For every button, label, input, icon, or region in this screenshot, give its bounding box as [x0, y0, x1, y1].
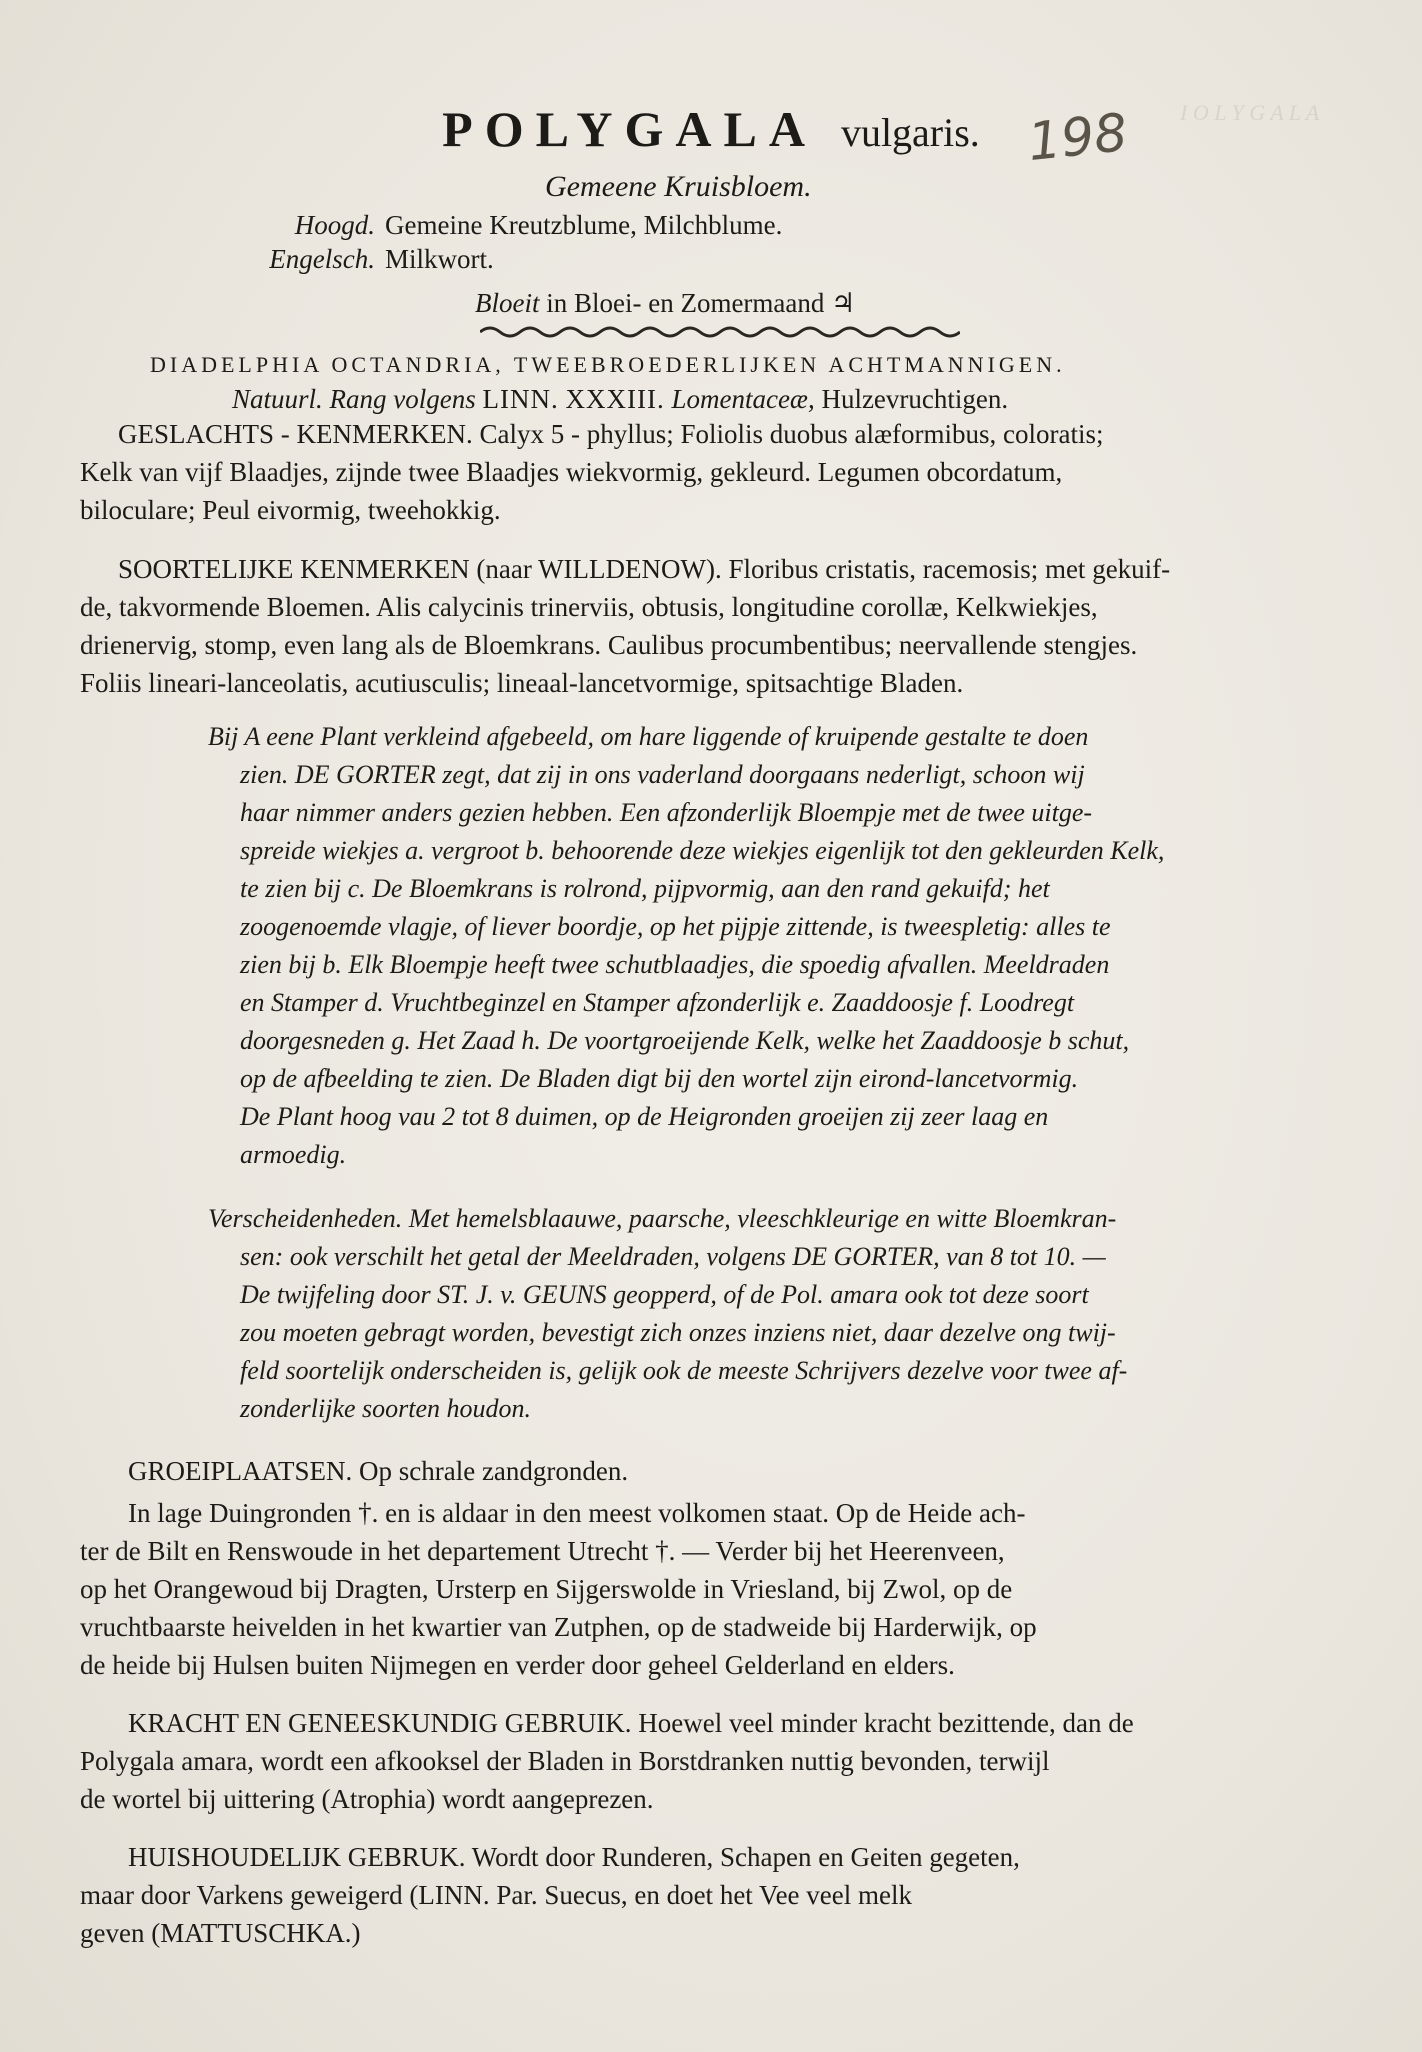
text-line: de heide bij Hulsen buiten Nijmegen en verder door geheel Gelderland en elders.: [80, 1650, 955, 1680]
vernacular-name: Milkwort.: [385, 244, 494, 274]
text-line: sen: ook verschilt het getal der Meeldraden, volgens DE GORTER, van 8 tot 10. —: [240, 1242, 1106, 1271]
linnaean-class: DIADELPHIA OCTANDRIA, TWEEBROEDERLIJKEN ACHTMANNIGEN.: [150, 352, 1066, 377]
text-line: zoogenoemde vlagje, of liever boordje, op het pijpje zittende, is tweespletig: alles te: [240, 912, 1111, 941]
page-number: 198: [1025, 102, 1131, 174]
text-line: drienervig, stomp, even lang als de Bloemkrans. Caulibus procumbentibus; neervallende stengjes.: [80, 630, 1138, 660]
text-line: spreide wiekjes a. vergroot b. behoorende deze wiekjes eigenlijk tot den gekleurden Kelk,: [240, 836, 1165, 865]
decorative-rule: [480, 325, 960, 339]
text-line: Bij A eene Plant verkleind afgebeeld, om hare liggende of kruipende gestalte te doen: [208, 722, 1089, 751]
text-line: de wortel bij uittering (Atrophia) wordt aangeprezen.: [80, 1784, 654, 1814]
text-line: op het Orangewoud bij Dragten, Ursterp en Sijgerswolde in Vriesland, bij Zwol, op de: [80, 1574, 1013, 1604]
text-line: De twijfeling door ST. J. v. GEUNS geopperd, of de Pol. amara ook tot deze soort: [240, 1280, 1089, 1309]
text-line: KRACHT EN GENEESKUNDIG GEBRUIK. Hoewel veel minder kracht bezittende, dan de: [128, 1708, 1134, 1738]
text-line: armoedig.: [240, 1140, 347, 1169]
text-line: Verscheidenheden. Met hemelsblaauwe, paarsche, vleeschkleurige en witte Bloemkran-: [208, 1204, 1117, 1233]
language-label: Engelsch.: [269, 244, 375, 274]
text-line: Polygala amara, wordt een afkooksel der Bladen in Borstdranken nuttig bevonden, terwijl: [80, 1746, 1050, 1776]
title-block: [0, 100, 1422, 158]
text-line: te zien bij c. De Bloemkrans is rolrond, pijpvormig, aan den rand gekuifd; het: [240, 874, 1050, 903]
natural-rank: Natuurl. Rang volgens LINN. XXXIII. Lomentaceæ, Hulzevruchtigen.: [232, 384, 1009, 414]
name-row-english: [265, 244, 494, 275]
text-line: De Plant hoog vau 2 tot 8 duimen, op de Heigronden groeijen zij zeer laag en: [240, 1102, 1049, 1131]
text-line: geven (MATTUSCHKA.): [80, 1918, 361, 1948]
bloom-text: in Bloei- en Zomermaand ♃: [546, 288, 856, 318]
text-line: vruchtbaarste heivelden in het kwartier van Zutphen, op de stadweide bij Harderwijk, op: [80, 1612, 1037, 1642]
text-line: Foliis lineari-lanceolatis, acutiusculis; lineaal-lancetvormige, spitsachtige Bladen.: [80, 668, 964, 698]
genus-title: POLYGALA vulgaris.: [442, 101, 980, 157]
text-line: zonderlijke soorten houdon.: [240, 1394, 532, 1423]
text-line: HUISHOUDELIJK GEBRUK. Wordt door Runderen, Schapen en Geiten gegeten,: [128, 1842, 1020, 1872]
text-line: biloculare; Peul eivormig, tweehokkig.: [80, 495, 501, 525]
text-line: GROEIPLAATSEN. Op schrale zandgronden.: [128, 1456, 629, 1486]
text-line: op de afbeelding te zien. De Bladen digt bij den wortel zijn eirond-lancetvormig.: [240, 1064, 1079, 1093]
text-line: GESLACHTS - KENMERKEN. Calyx 5 - phyllus; Foliolis duobus alæformibus, coloratis;: [118, 419, 1104, 449]
text-line: de, takvormende Bloemen. Alis calycinis trinerviis, obtusis, longitudine corollæ, Kelkwiekjes,: [80, 592, 1098, 622]
text-line: maar door Varkens geweigerd (LINN. Par. Suecus, en doet het Vee veel melk: [80, 1880, 912, 1910]
text-line: haar nimmer anders gezien hebben. Een afzonderlijk Bloempje met de twee uitge-: [240, 798, 1093, 827]
language-label: Hoogd.: [294, 210, 375, 240]
text-line: ter de Bilt en Renswoude in het departement Utrecht †. — Verder bij het Heerenveen,: [80, 1536, 1005, 1566]
bloom-line: [475, 288, 855, 319]
text-line: zien. DE GORTER zegt, dat zij in ons vaderland doorgaans nederligt, schoon wij: [240, 760, 1085, 789]
vernacular-name: Gemeine Kreutzblume, Milchblume.: [385, 210, 783, 240]
text-line: feld soortelijk onderscheiden is, gelijk ook de meeste Schrijvers dezelve voor twee af-: [240, 1356, 1128, 1385]
common-name: Gemeene Kruisbloem.: [545, 170, 812, 203]
species-name: vulgaris.: [840, 110, 980, 155]
text-line: SOORTELIJKE KENMERKEN (naar WILLDENOW). Floribus cristatis, racemosis; met gekuif-: [118, 554, 1171, 584]
text-line: doorgesneden g. Het Zaad h. De voortgroeijende Kelk, welke het Zaaddoosje b schut,: [240, 1026, 1130, 1055]
text-line: In lage Duingronden †. en is aldaar in den meest volkomen staat. Op de Heide ach-: [128, 1498, 1026, 1528]
text-line: Kelk van vijf Blaadjes, zijnde twee Blaadjes wiekvormig, gekleurd. Legumen obcordatum,: [80, 457, 1063, 487]
text-line: en Stamper d. Vruchtbeginzel en Stamper afzonderlijk e. Zaaddoosje f. Loodregt: [240, 988, 1075, 1017]
text-line: zou moeten gebragt worden, bevestigt zich onzes inziens niet, daar dezelve ong twij-: [240, 1318, 1116, 1347]
name-row-german: [265, 210, 782, 241]
bleed-through-text: I O L Y G A L A: [1180, 100, 1320, 125]
text-line: zien bij b. Elk Bloempje heeft twee schutblaadjes, die spoedig afvallen. Meeldraden: [240, 950, 1110, 979]
bloom-prefix: Bloeit: [475, 288, 540, 318]
